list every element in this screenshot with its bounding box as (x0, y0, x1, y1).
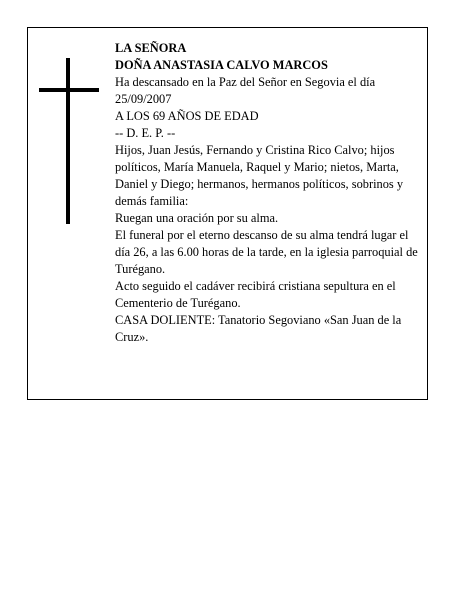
obituary-text (115, 40, 421, 346)
obituary-notice (27, 27, 428, 400)
funeral-info: El funeral por el eterno descanso de su alma tendrá lugar el día 26, a las 6.00 horas de la tarde, en la iglesia parroquial de Turégano. (115, 228, 418, 276)
rip-line: -- D. E. P. -- (115, 126, 176, 140)
mourning-house: CASA DOLIENTE: Tanatorio Segoviano «San Juan de la Cruz». (115, 313, 402, 344)
burial-info: Acto seguido el cadáver recibirá cristiana sepultura en el Cementerio de Turégano. (115, 279, 396, 310)
deceased-name: DOÑA ANASTASIA CALVO MARCOS (115, 58, 328, 72)
cross-icon (39, 58, 99, 224)
title-line: LA SEÑORA (115, 41, 187, 55)
age-line: A LOS 69 AÑOS DE EDAD (115, 109, 259, 123)
death-announcement: Ha descansado en la Paz del Señor en Segovia el día 25/09/2007 (115, 75, 376, 106)
family-list: Hijos, Juan Jesús, Fernando y Cristina Rico Calvo; hijos políticos, María Manuela, Raquel y Mario; nietos, Marta, Daniel y Diego; hermanos, hermanos políticos, sobrinos y demás familia: (115, 143, 404, 208)
prayer-request: Ruegan una oración por su alma. (115, 211, 279, 225)
cross-horizontal-bar (39, 88, 99, 92)
cross-vertical-bar (66, 58, 70, 224)
